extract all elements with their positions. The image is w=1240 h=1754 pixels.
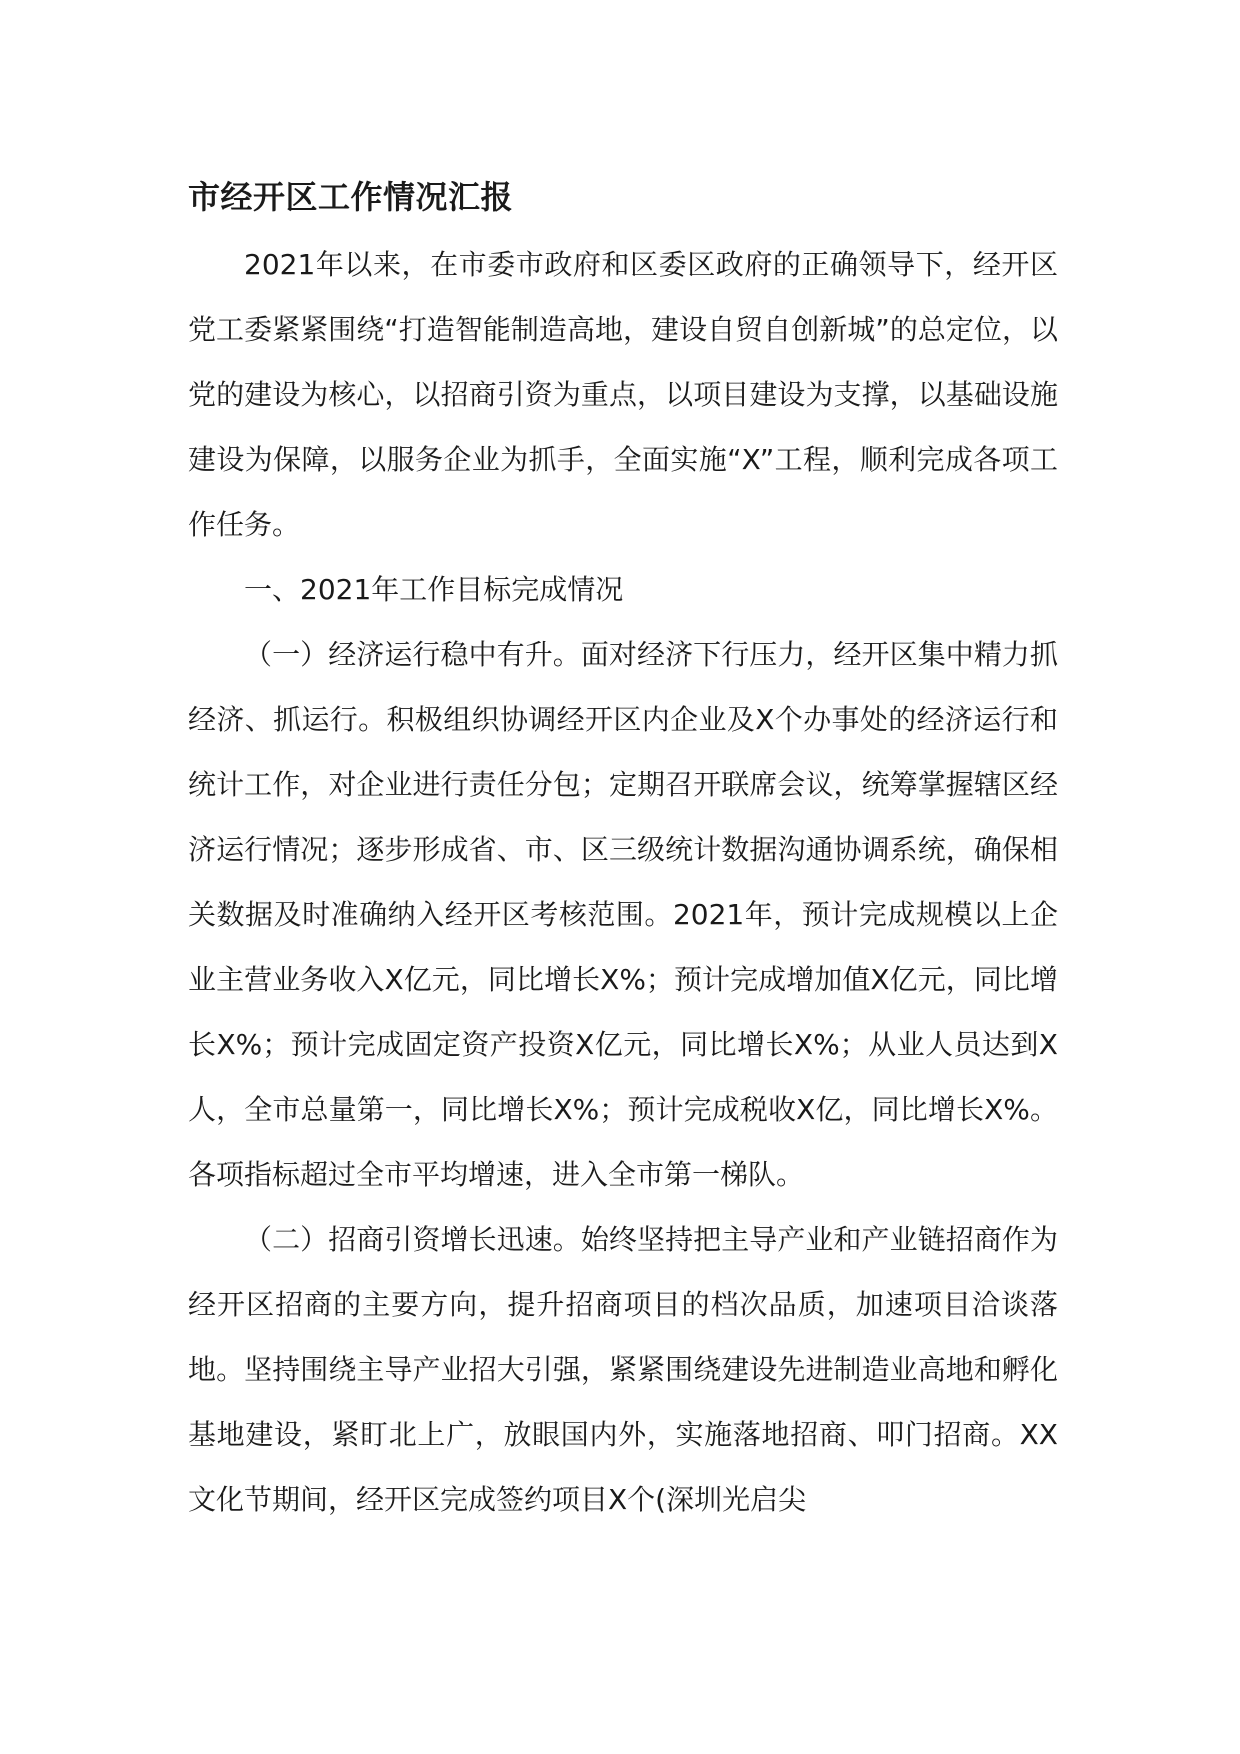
section-heading: 一、2021年工作目标完成情况 [244, 573, 624, 606]
document-title: 市经开区工作情况汇报 [188, 178, 514, 216]
intro-paragraph: 2021年以来，在市委市政府和区委区政府的正确领导下，经开区党工委紧紧围绕“打造智能制造高地，建设自贸自创新城”的总定位，以党的建设为核心，以招商引资为重点，以项目建设为支撑，以基础设施建设为保障，以服务企业为抓手，全面实施“X”工程，顺利完成各项工作任务。 [188, 248, 1058, 541]
economy-paragraph: （一）经济运行稳中有升。面对经济下行压力，经开区集中精力抓经济、抓运行。积极组织协调经开区内企业及X个办事处的经济运行和统计工作，对企业进行责任分包；定期召开联席会议，统筹掌握辖区经济运行情况；逐步形成省、市、区三级统计数据沟通协调系统，确保相关数据及时准确纳入经开区考核范围。2021年，预计完成规模以上企业主营业务收入X亿元，同比增长X%；预计完成增加值X亿元，同比增长X%；预计完成固定资产投资X亿元，同比增长X%；从业人员达到X人，全市总量第一，同比增长X%；预计完成税收X亿，同比增长X%。各项指标超过全市平均增速，进入全市第一梯队。 [188, 638, 1058, 1191]
document-body [188, 168, 1058, 1532]
investment-paragraph: （二）招商引资增长迅速。始终坚持把主导产业和产业链招商作为经开区招商的主要方向，提升招商项目的档次品质，加速项目洽谈落地。坚持围绕主导产业招大引强，紧紧围绕建设先进制造业高地和孵化基地建设，紧盯北上广，放眼国内外，实施落地招商、叩门招商。XX文化节期间，经开区完成签约项目X个(深圳光启尖 [188, 1223, 1058, 1516]
